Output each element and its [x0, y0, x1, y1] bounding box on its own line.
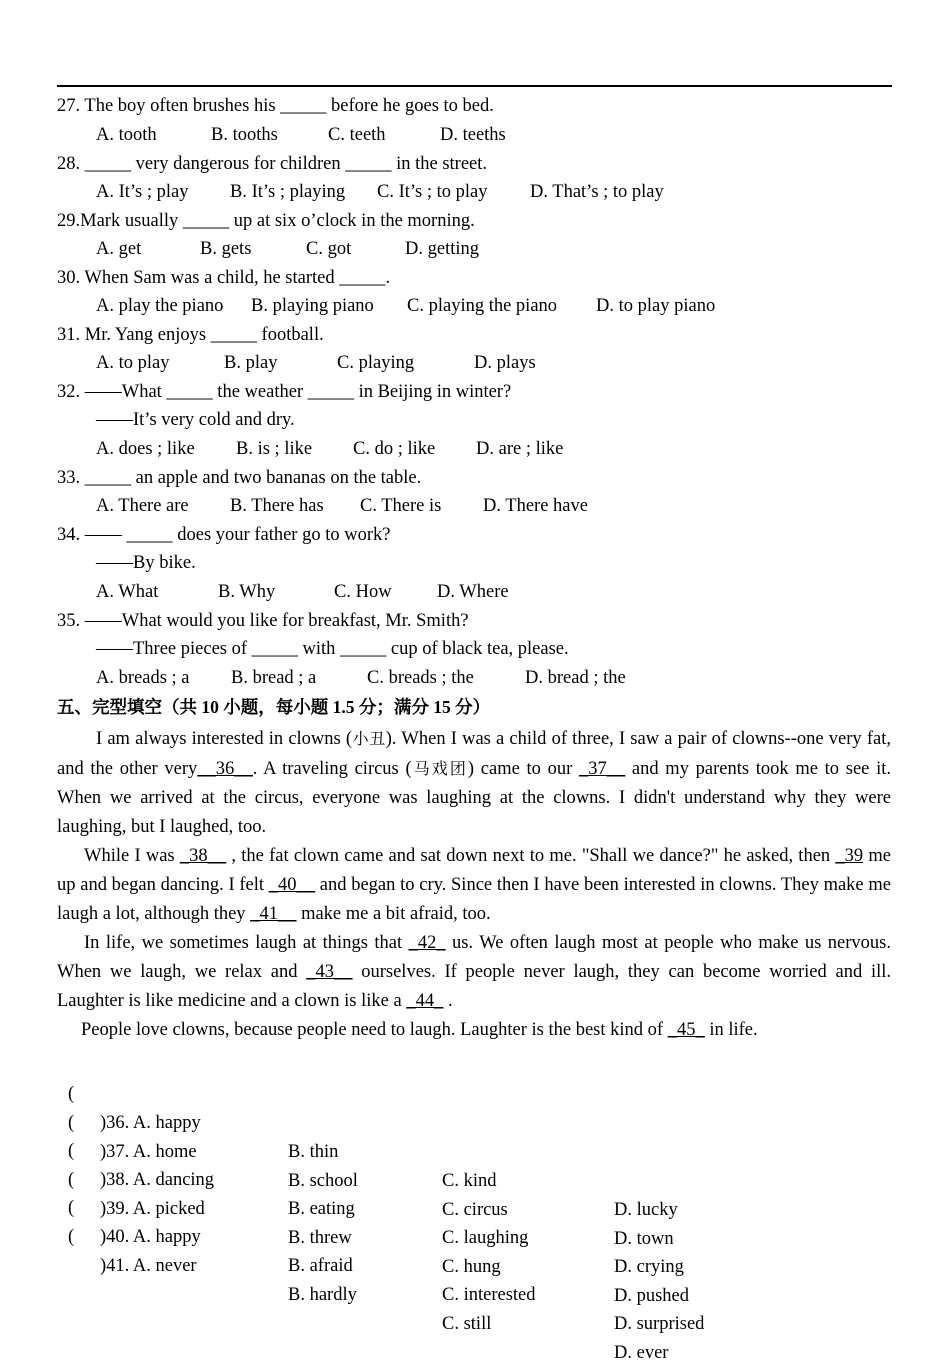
- q35-reply: ——Three pieces of _____ with _____ cup of black tea, please.: [96, 639, 569, 659]
- q27-option-d: D. teeths: [440, 125, 506, 145]
- blank-43: _43__: [306, 962, 353, 982]
- q29-option-a: A. get: [96, 239, 142, 259]
- q31-option-d: D. plays: [474, 353, 536, 373]
- q34-reply: ——By bike.: [96, 553, 196, 573]
- question-33: 33. _____ an apple and two bananas on the table.: [57, 468, 422, 488]
- cloze-option-a: )37. A. home: [100, 1142, 197, 1162]
- passage-paragraph-1: I am always interested in clowns (小丑). When I was a child of three, I saw a pair of clowns--one very fat, and the other very__36__. A traveling circus (马戏团) came to our _37__ and my parents took me to see it. When we arrived at the circus, everyone was laughing at the clowns. I didn't understand why they were laughing, but I laughed, too.: [57, 729, 891, 837]
- passage-paragraph-2: While I was _38__ , the fat clown came and sat down next to me. "Shall we dance?" he asked, then _39 me up and began dancing. I felt _40__ and began to cry. Since then I have been interested in clowns. They make me laugh a lot, although they _41__ make me a bit afraid, too.: [57, 846, 891, 924]
- q28-option-c: C. It’s ; to play: [377, 182, 488, 202]
- blank-36: __36__: [197, 759, 253, 779]
- answer-paren: (: [68, 1113, 75, 1133]
- q34-option-d: D. Where: [437, 582, 509, 602]
- cloze-option-a: )38. A. dancing: [100, 1170, 215, 1190]
- q32-option-d: D. are ; like: [476, 439, 564, 459]
- cloze-option-a: )40. A. happy: [100, 1227, 201, 1247]
- question-35: 35. ——What would you like for breakfast, Mr. Smith?: [57, 611, 469, 631]
- q33-option-c: C. There is: [360, 496, 442, 516]
- cloze-option-d: D. ever: [614, 1343, 669, 1363]
- cloze-option-c: C. hung: [442, 1257, 501, 1277]
- cloze-option-c: C. kind: [442, 1171, 497, 1191]
- q31-option-a: A. to play: [96, 353, 170, 373]
- cloze-option-a: )39. A. picked: [100, 1199, 205, 1219]
- q33-option-b: B. There has: [230, 496, 324, 516]
- cloze-option-d: D. surprised: [614, 1314, 705, 1334]
- blank-38: _38__: [179, 846, 227, 866]
- cloze-option-d: D. pushed: [614, 1286, 690, 1306]
- blank-45: _45_: [667, 1020, 705, 1040]
- q31-option-c: C. playing: [337, 353, 415, 373]
- q34-option-c: C. How: [334, 582, 392, 602]
- chinese-gloss-circus: 马戏团: [411, 759, 468, 778]
- q35-option-b: B. bread ; a: [231, 668, 317, 688]
- cloze-option-b: B. eating: [288, 1199, 355, 1219]
- question-29: 29.Mark usually _____ up at six o’clock in the morning.: [57, 211, 475, 231]
- cloze-option-c: C. still: [442, 1314, 492, 1334]
- q35-option-a: A. breads ; a: [96, 668, 190, 688]
- cloze-option-b: B. thin: [288, 1142, 339, 1162]
- question-27: 27. The boy often brushes his _____ before he goes to bed.: [57, 96, 494, 116]
- answer-paren: (: [68, 1084, 75, 1104]
- q29-option-c: C. got: [306, 239, 352, 259]
- q32-reply: ——It’s very cold and dry.: [96, 410, 295, 430]
- cloze-option-d: D. crying: [614, 1257, 684, 1277]
- cloze-option-b: B. school: [288, 1171, 358, 1191]
- q32-option-c: C. do ; like: [353, 439, 436, 459]
- cloze-option-b: B. hardly: [288, 1285, 357, 1305]
- q32-option-b: B. is ; like: [236, 439, 313, 459]
- cloze-option-d: D. town: [614, 1229, 674, 1249]
- q27-option-b: B. tooths: [211, 125, 278, 145]
- q28-option-d: D. That’s ; to play: [530, 182, 664, 202]
- cloze-option-b: B. threw: [288, 1228, 352, 1248]
- cloze-option-a: )36. A. happy: [100, 1113, 201, 1133]
- section-heading-cloze: 五、完型填空（共 10 小题，每小题 1.5 分；满分 15 分）: [57, 697, 491, 717]
- cloze-option-d: D. lucky: [614, 1200, 678, 1220]
- question-28: 28. _____ very dangerous for children _____ in the street.: [57, 154, 488, 174]
- question-30: 30. When Sam was a child, he started _____.: [57, 268, 391, 288]
- question-34: 34. —— _____ does your father go to work?: [57, 525, 391, 545]
- q30-option-c: C. playing the piano: [407, 296, 558, 316]
- passage-paragraph-4: People love clowns, because people need to laugh. Laughter is the best kind of _45_ in life.: [81, 1020, 758, 1040]
- q29-option-b: B. gets: [200, 239, 252, 259]
- answer-paren: (: [68, 1141, 75, 1161]
- chinese-gloss-clowns: 小丑: [352, 729, 386, 748]
- answer-paren: (: [68, 1227, 75, 1247]
- q34-option-b: B. Why: [218, 582, 276, 602]
- q31-option-b: B. play: [224, 353, 278, 373]
- blank-44: _44_: [406, 991, 444, 1011]
- answer-paren: (: [68, 1198, 75, 1218]
- passage-paragraph-3: In life, we sometimes laugh at things that _42_ us. We often laugh most at people who make us nervous. When we laugh, we relax and _43__ ourselves. If people never laugh, they can become worried and ill. Laughter is like medicine and a clown is like a _44_ .: [57, 933, 891, 1011]
- q30-option-a: A. play the piano: [96, 296, 224, 316]
- cloze-passage: [57, 724, 891, 1045]
- blank-41: _41__: [250, 904, 297, 924]
- q30-option-b: B. playing piano: [251, 296, 374, 316]
- q33-option-d: D. There have: [483, 496, 588, 516]
- question-31: 31. Mr. Yang enjoys _____ football.: [57, 325, 324, 345]
- cloze-option-c: C. interested: [442, 1285, 536, 1305]
- q28-option-a: A. It’s ; play: [96, 182, 189, 202]
- cloze-option-b: B. afraid: [288, 1256, 353, 1276]
- q29-option-d: D. getting: [405, 239, 479, 259]
- q30-option-d: D. to play piano: [596, 296, 716, 316]
- top-rule: [57, 85, 892, 87]
- q27-option-c: C. teeth: [328, 125, 386, 145]
- q28-option-b: B. It’s ; playing: [230, 182, 346, 202]
- cloze-option-c: C. circus: [442, 1200, 508, 1220]
- blank-37: _37__: [578, 759, 626, 779]
- q27-option-a: A. tooth: [96, 125, 157, 145]
- q35-option-c: C. breads ; the: [367, 668, 474, 688]
- cloze-option-a: )41. A. never: [100, 1256, 197, 1276]
- blank-39: _39: [835, 846, 864, 866]
- q35-option-d: D. bread ; the: [525, 668, 626, 688]
- q32-option-a: A. does ; like: [96, 439, 195, 459]
- blank-42: _42_: [408, 933, 446, 953]
- answer-paren: (: [68, 1170, 75, 1190]
- cloze-option-c: C. laughing: [442, 1228, 529, 1248]
- q33-option-a: A. There are: [96, 496, 189, 516]
- blank-40: _40__: [268, 875, 316, 895]
- question-32: 32. ——What _____ the weather _____ in Beijing in winter?: [57, 382, 512, 402]
- q34-option-a: A. What: [96, 582, 159, 602]
